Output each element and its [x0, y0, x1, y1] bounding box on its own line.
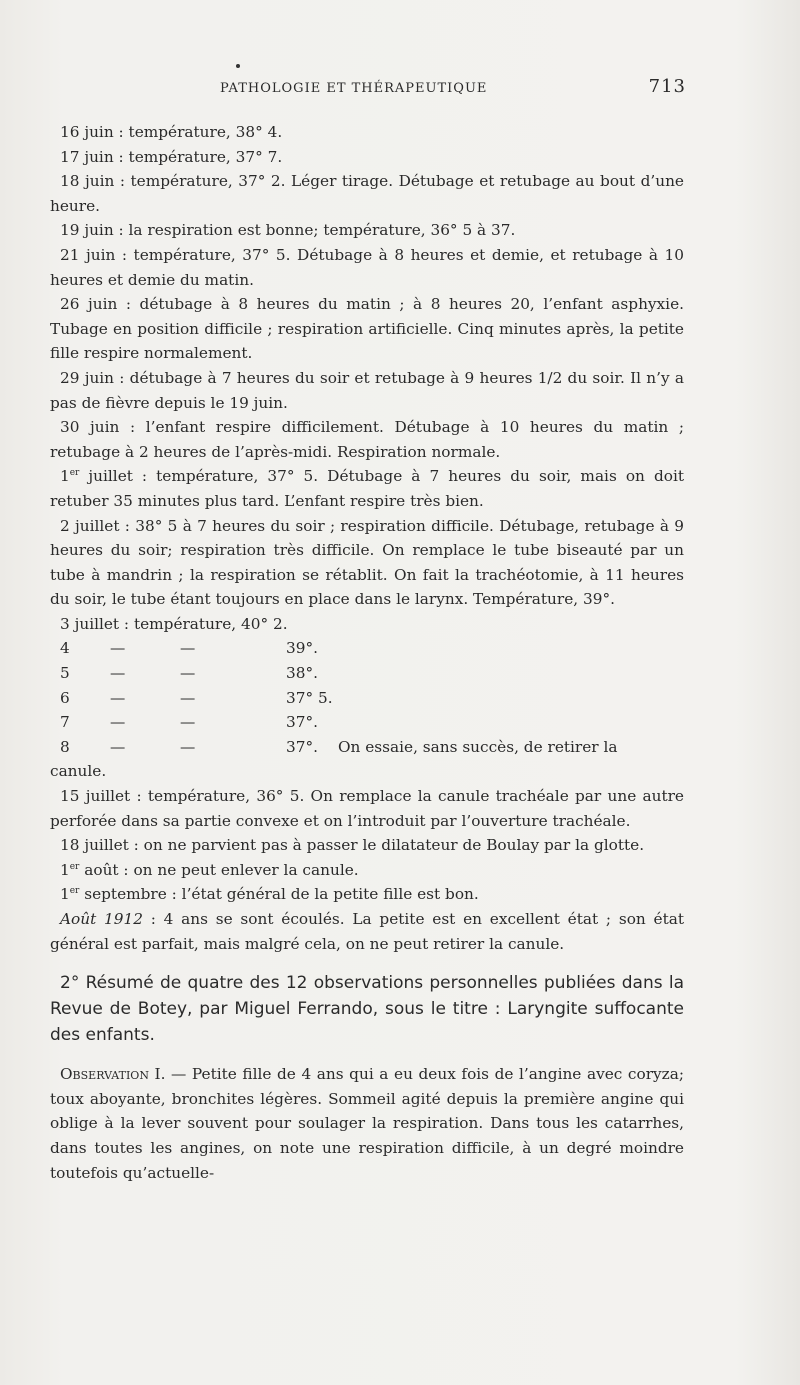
note-cell [338, 661, 617, 686]
entry-june-26: 26 juin : détubage à 8 heures du matin ; à 8 heures 20, l’enfant asphyxie. Tubage en position difficile ; respiration artificielle. Cinq minutes après, la petite fille respire normalement. [50, 295, 684, 363]
table-row [50, 636, 617, 661]
entry-aug-1 [50, 858, 684, 883]
table-row [50, 661, 617, 686]
day-number: 1 [60, 467, 70, 486]
note-cell: On essaie, sans succès, de retirer la [338, 737, 618, 756]
day-number: 1 [60, 885, 70, 904]
entry-aug-1912 [50, 907, 684, 956]
italic-date: Août 1912 [60, 910, 143, 928]
running-title: PATHOLOGIE ET THÉRAPEUTIQUE [220, 81, 488, 96]
observation-text: — Petite fille de 4 ans qui a eu deux fois de l’angine avec coryza; toux aboyante, bronchites légères. Sommeil agité depuis la première angine qui oblige à la lever souvent pour soulager la respiration. Dans tous les catarrhes, dans toutes les angines, on note une respiration difficile, à un degré moindre toutefois qu’actuelle- [50, 1065, 684, 1182]
ditto-cell: — [180, 713, 196, 732]
table-row [50, 710, 617, 735]
entry-june-19: 19 juin : la respiration est bonne; température, 36° 5 à 37. [60, 221, 516, 240]
day-number: 1 [60, 860, 70, 879]
entry-june-30: 30 juin : l’enfant respire difficilement. Détubage à 10 heures du matin ; retubage à 2 heures de l’après-midi. Respiration normale. [50, 418, 684, 461]
entry-july-1 [50, 464, 684, 513]
day-cell: 6 [60, 688, 70, 707]
ordinal-suffix: er [69, 468, 80, 479]
temperature-cell: 38°. [286, 664, 318, 683]
entry-sep-1 [50, 882, 684, 907]
table-row [50, 735, 617, 760]
entry-text: juillet : température, 37° 5. Détubage à 7 heures du soir, mais on doit retuber 35 minutes plus tard. L’enfant respire très bien. [50, 467, 684, 510]
entry-june-16: 16 juin : température, 38° 4. [60, 123, 283, 141]
page-number: 713 [648, 76, 686, 97]
canule-continuation: canule. [50, 762, 107, 781]
entry-text: août : on ne peut enlever la canule. [79, 860, 359, 879]
body-text [50, 120, 684, 1185]
ditto-cell: — [180, 639, 196, 658]
ink-dot [236, 64, 240, 68]
temperature-cell: 39°. [286, 639, 318, 658]
section-title: 2° Résumé de quatre des 12 observations personnelles publiées dans la Revue de Botey, par Miguel Ferrando, sous le titre : Laryngite suffocante des enfants. [50, 973, 684, 1046]
day-cell: 4 [60, 639, 70, 658]
entry-july-3: 3 juillet : température, 40° 2. [60, 614, 288, 633]
entry-june-21: 21 juin : température, 37° 5. Détubage à 8 heures et demie, et retubage à 10 heures et demie du matin. [50, 245, 684, 289]
table-row [50, 686, 617, 711]
day-cell: 8 [60, 737, 70, 756]
ditto-cell: — [180, 737, 196, 756]
ditto-cell: — [110, 639, 126, 658]
page-header [220, 78, 690, 100]
temperature-cell: 37°. [286, 713, 318, 732]
entry-july-15: 15 juillet : température, 36° 5. On remplace la canule trachéale par une autre perforée dans sa partie convexe et on l’introduit par l’ouverture trachéale. [50, 787, 684, 830]
ditto-cell: — [180, 664, 196, 683]
observation-paragraph [50, 1062, 684, 1185]
temperature-table [50, 636, 617, 759]
day-cell: 7 [60, 713, 70, 732]
ditto-cell: — [110, 688, 126, 707]
entry-text: : 4 ans se sont écoulés. La petite est en excellent état ; son état général est parfait, mais malgré cela, on ne peut retirer la canule. [50, 910, 684, 953]
temperature-cell: 37°. [286, 737, 318, 756]
entry-july-2: 2 juillet : 38° 5 à 7 heures du soir ; respiration difficile. Détubage, retubage à 9 heures du soir; respiration très difficile. On remplace le tube biseauté par un tube à mandrin ; la respiration se rétablit. On fait la trachéotomie, à 11 heures du soir, le tube étant toujours en place dans le larynx. Température, 39°. [50, 516, 684, 609]
entry-text: septembre : l’état général de la petite fille est bon. [79, 885, 479, 904]
ditto-cell: — [180, 688, 196, 707]
entry-june-29: 29 juin : détubage à 7 heures du soir et retubage à 9 heures 1/2 du soir. Il n’y a pas de fièvre depuis le 19 juin. [50, 368, 684, 412]
note-cell [338, 686, 617, 711]
ordinal-suffix: er [69, 861, 80, 872]
entry-june-18: 18 juin : température, 37° 2. Léger tirage. Détubage et retubage au bout d’une heure. [50, 172, 684, 215]
entry-july-18: 18 juillet : on ne parvient pas à passer le dilatateur de Boulay par la glotte. [60, 836, 645, 855]
ordinal-suffix: er [69, 886, 80, 897]
day-cell: 5 [60, 664, 70, 683]
observation-label: Observation I. [60, 1065, 166, 1084]
entry-june-17: 17 juin : température, 37° 7. [60, 147, 283, 166]
note-cell [338, 710, 617, 735]
ditto-cell: — [110, 713, 126, 732]
ditto-cell: — [110, 737, 126, 756]
temperature-cell: 37° 5. [286, 688, 333, 707]
note-cell [338, 636, 617, 661]
ditto-cell: — [110, 664, 126, 683]
